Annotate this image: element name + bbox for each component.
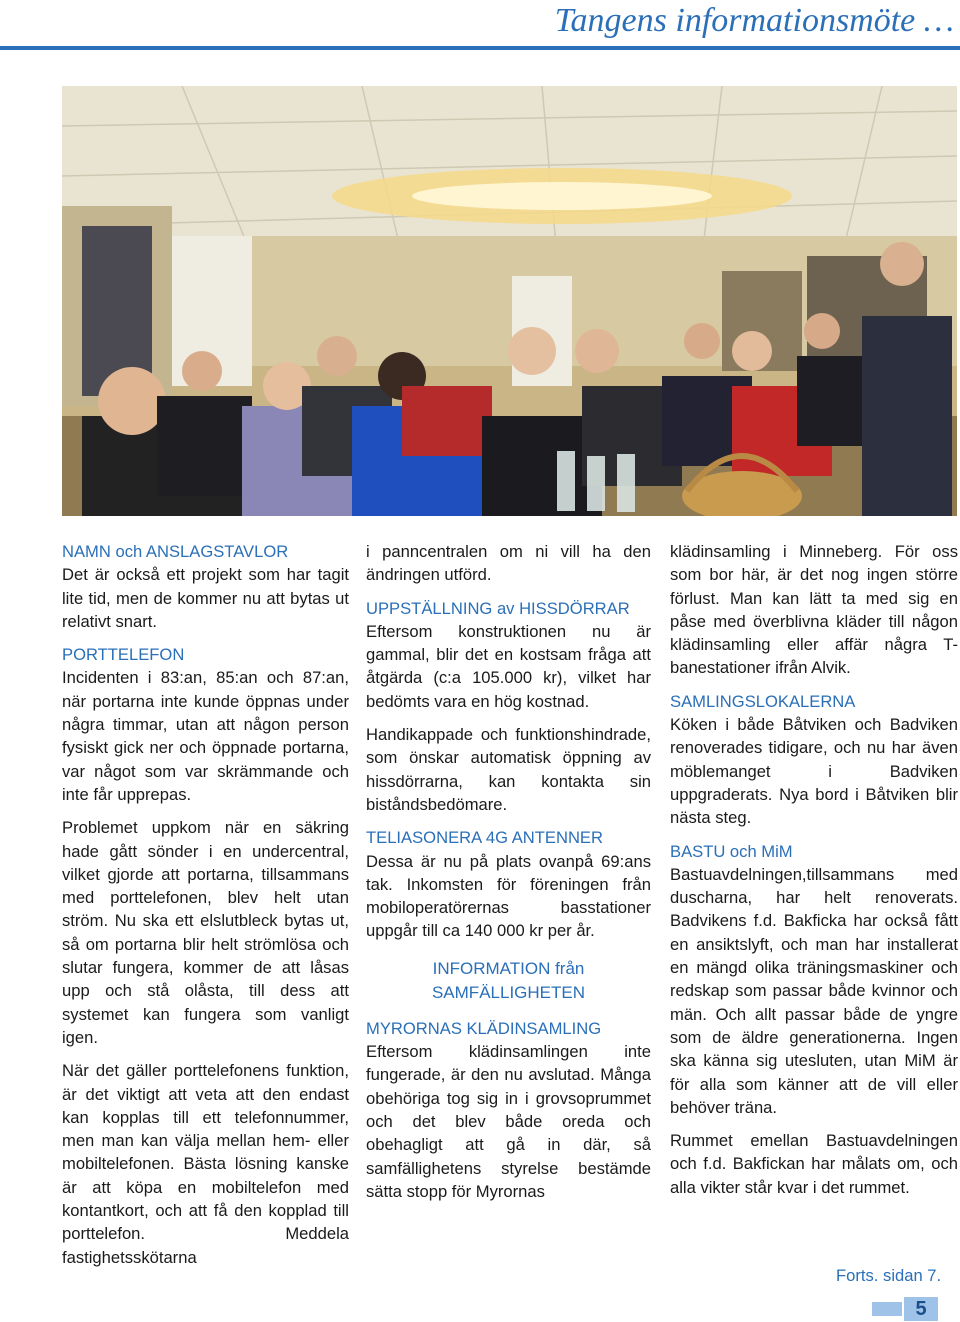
paragraph: i panncentralen om ni vill ha den ändringen utförd. <box>366 542 651 585</box>
title-rule <box>0 46 960 50</box>
section-heading-hissdorrar: UPPSTÄLLNING av HISSDÖRRAR <box>366 598 630 618</box>
ceiling-light-core <box>412 182 712 210</box>
block-heading-information <box>366 957 651 1005</box>
paragraph: Köken i både Båtviken och Badviken renoverades tidigare, och nu har även möblemanget i Badviken uppgraderats. Nya bord i Båtviken blir nästa steg. <box>670 715 958 828</box>
block-heading-line-1: INFORMATION från <box>432 958 585 978</box>
paragraph: När det gäller porttelefonens funktion, är det viktigt att veta att den endast kan kopplas till ett telefonnummer, men man kan välja mellan hem- eller mobiltelefonen. Bästa lösning kanske är att köpa en mobiltelefon med kontantkort, och att få den kopplad till porttelefon. Meddela fastighetsskötarna <box>62 1061 349 1267</box>
paragraph: Eftersom konstruktionen nu är gammal, blir det en kostsam fråga att åtgärda (c:a 105.000 kr), vilket har bedömts vara en hög kostnad. <box>366 621 651 711</box>
section-heading-teliasonera: TELIASONERA 4G ANTENNER <box>366 828 603 848</box>
column-1 <box>62 540 349 1279</box>
paragraph: Handikappade och funktionshindrade, som önskar automatisk öppning av hissdörrarna, kan kontakta sin biståndsbedömare. <box>366 725 651 814</box>
section-heading-names: NAMN och ANSLAGSTAVLOR <box>62 542 289 561</box>
section-heading-porttelefon: PORTTELEFON <box>62 645 185 665</box>
paragraph: Problemet uppkom när en säkring hade gått sönder i en undercentral, vilket gjorde att portarna, tillsammans med porttelefonen, blev helt utan ström. Nu ska ett elslutbleck bytas ut, så om portarna blir helt strömlösa och slutar fungera, kommer de att låsas upp och stå olåsta, till dess att systemet kan fungera som vanligt igen. <box>62 818 349 1047</box>
paragraph: Dessa är nu på plats ovanpå 69:ans tak. Inkomsten för föreningen från mobiloperatörernas basstationer uppgår till ca 140 000 kr per år. <box>366 851 651 941</box>
paragraph: klädinsamling i Minneberg. För oss som bor här, är det nog ingen större förlust. Man kan lätt ta med sig en påse med överblivna kläder till någon klädinsamling eller affär några T-banestationer ifrån Alvik. <box>670 542 958 678</box>
section-heading-myrornas: MYRORNAS KLÄDINSAMLING <box>366 1018 602 1038</box>
meeting-photo <box>62 86 957 516</box>
paragraph: Det är också ett projekt som har tagit lite tid, men de kommer nu att bytas ut relativt snart. <box>62 565 349 631</box>
paragraph: Rummet emellan Bastuavdelningen och f.d. Bakfickan har målats om, och alla vikter står kvar i det rummet. <box>670 1131 958 1197</box>
section-heading-bastu: BASTU och MiM <box>670 841 793 861</box>
column-2 <box>366 540 651 1213</box>
continued-note: Forts. sidan 7. <box>836 1266 942 1285</box>
paragraph: Incidenten i 83:an, 85:an och 87:an, när portarna inte kunde öppnas under några timmar, utan att någon person fysiskt gick ner och öppnade portarna, var något som var skrämmande och inte får upprepas. <box>62 668 349 804</box>
page-number: 5 <box>904 1297 938 1321</box>
page-title: Tangens informationsmöte … <box>554 2 954 39</box>
paragraph: Bastuavdelningen,tillsammans med duscharna, har helt renoverats. Badvikens f.d. Bakficka har också fått en ansiktslyft, och man har installerat en mängd olika träningsmaskiner och redskap som passar både kvinnor och män. Och allt passar både de yngre som de äldre generationerna. Ingen ska känna sig utesluten, utan MiM är för alla som känner att de vill eller behöver träna. <box>670 864 958 1117</box>
page-number-bar <box>872 1302 902 1316</box>
paragraph: Eftersom klädinsamlingen inte fungerade, är den nu avslutad. Många obehöriga tog sig in i grovsoprummet och det blev både oreda och obehagligt att gå in där, så samfällighetens styrelse bestämde sätta stopp för Myrornas <box>366 1042 651 1201</box>
section-heading-samlingslokalerna: SAMLINGSLOKALERNA <box>670 691 856 711</box>
column-3 <box>670 540 958 1209</box>
meeting-photo-illustration <box>62 86 957 516</box>
block-heading-line-2: SAMFÄLLIGHETEN <box>431 982 586 1002</box>
